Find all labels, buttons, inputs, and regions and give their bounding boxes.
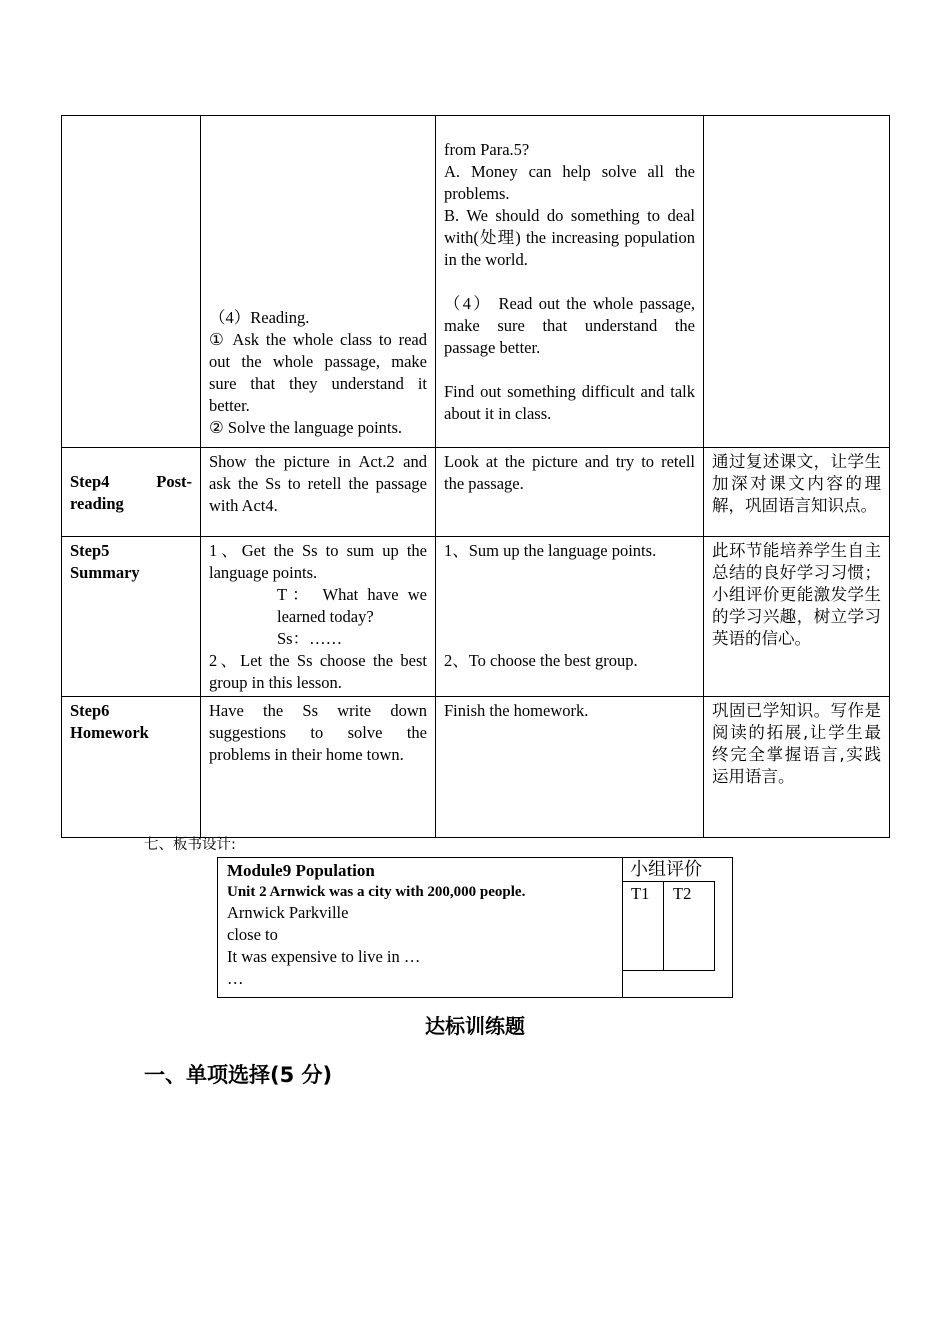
- table-row-step4: [62, 448, 890, 537]
- step6-name: Homework: [70, 723, 149, 742]
- student-find-difficult: Find out something difficult and talk about it in class.: [444, 382, 695, 423]
- step6-label: Step6: [70, 701, 110, 720]
- question-continuation: from Para.5?: [444, 140, 530, 159]
- section-multiple-choice-heading: 一、单项选择(5 分): [144, 1063, 333, 1087]
- board-line-2: close to: [227, 925, 278, 944]
- training-exercises-title: 达标训练题: [425, 1014, 525, 1038]
- group-evaluation-grid: [623, 881, 715, 971]
- step5-purpose: 此环节能培养学生自主总结的良好学习习惯；小组评价更能激发学生的学习兴趣，树立学习英语的信心。: [704, 537, 890, 697]
- step5-name: Summary: [70, 563, 140, 582]
- board-design-heading: 七、板书设计:: [144, 837, 236, 853]
- step5-students-answer: Ss：……: [277, 629, 343, 648]
- step5-teacher-question: T： What have we learned today?: [277, 585, 427, 626]
- step5-teacher-1: 1、Get the Ss to sum up the language points.: [209, 541, 427, 582]
- step5-student-cell: [436, 537, 704, 697]
- step6-student: Finish the homework.: [436, 697, 704, 838]
- blackboard-design: [217, 857, 733, 998]
- step5-label-cell: [62, 537, 201, 697]
- purpose-cell: [704, 116, 890, 448]
- teacher-step-2: ② Solve the language points.: [209, 418, 403, 437]
- board-line-4: …: [227, 969, 244, 988]
- teacher-activity-cell: [201, 116, 436, 448]
- step4-student: Look at the picture and try to retell the passage.: [436, 448, 704, 537]
- step6-teacher: Have the Ss write down suggestions to solve the problems in their home town.: [201, 697, 436, 838]
- step5-student-2: 2、To choose the best group.: [444, 651, 638, 670]
- board-line-3: It was expensive to live in …: [227, 947, 421, 966]
- board-subtitle: Unit 2 Arnwick was a city with 200,000 people.: [227, 884, 526, 900]
- table-row-step5: [62, 537, 890, 697]
- step4-teacher: Show the picture in Act.2 and ask the Ss to retell the passage with Act4.: [201, 448, 436, 537]
- step6-purpose: 巩固已学知识。写作是阅读的拓展,让学生最终完全掌握语言,实践运用语言。: [704, 697, 890, 838]
- student-activity-cell: [436, 116, 704, 448]
- team-2-label: T2: [673, 884, 692, 903]
- evaluation-divider: [663, 882, 664, 970]
- group-evaluation-title: 小组评价: [630, 859, 702, 880]
- lesson-plan-table: [61, 115, 890, 838]
- step4-purpose: 通过复述课文，让学生加深对课文内容的理解，巩固语言知识点。: [704, 448, 890, 537]
- step5-teacher-2: 2、Let the Ss choose the best group in this lesson.: [209, 651, 427, 692]
- teacher-step-1: ① Ask the whole class to read out the whole passage, make sure that they understand it better.: [209, 330, 427, 415]
- board-title: Module9 Population: [227, 861, 375, 880]
- table-row-reading: [62, 116, 890, 448]
- step5-teacher-cell: [201, 537, 436, 697]
- option-a: A. Money can help solve all the problems.: [444, 162, 695, 203]
- reading-heading: （4）Reading.: [209, 308, 310, 327]
- step-cell: [62, 116, 201, 448]
- step5-label: Step5: [70, 541, 110, 560]
- step6-label-cell: [62, 697, 201, 838]
- team-1-label: T1: [631, 884, 650, 903]
- step4-label: Step4 Post-reading: [62, 448, 201, 537]
- student-read-passage: （4） Read out the whole passage, make sure that understand the passage better.: [444, 294, 695, 357]
- table-row-step6: [62, 697, 890, 838]
- board-line-1: Arnwick Parkville: [227, 903, 349, 922]
- step5-student-1: 1、Sum up the language points.: [444, 541, 657, 560]
- board-content: [227, 860, 622, 990]
- option-b: B. We should do something to deal with(处理) the increasing population in the world.: [444, 206, 695, 269]
